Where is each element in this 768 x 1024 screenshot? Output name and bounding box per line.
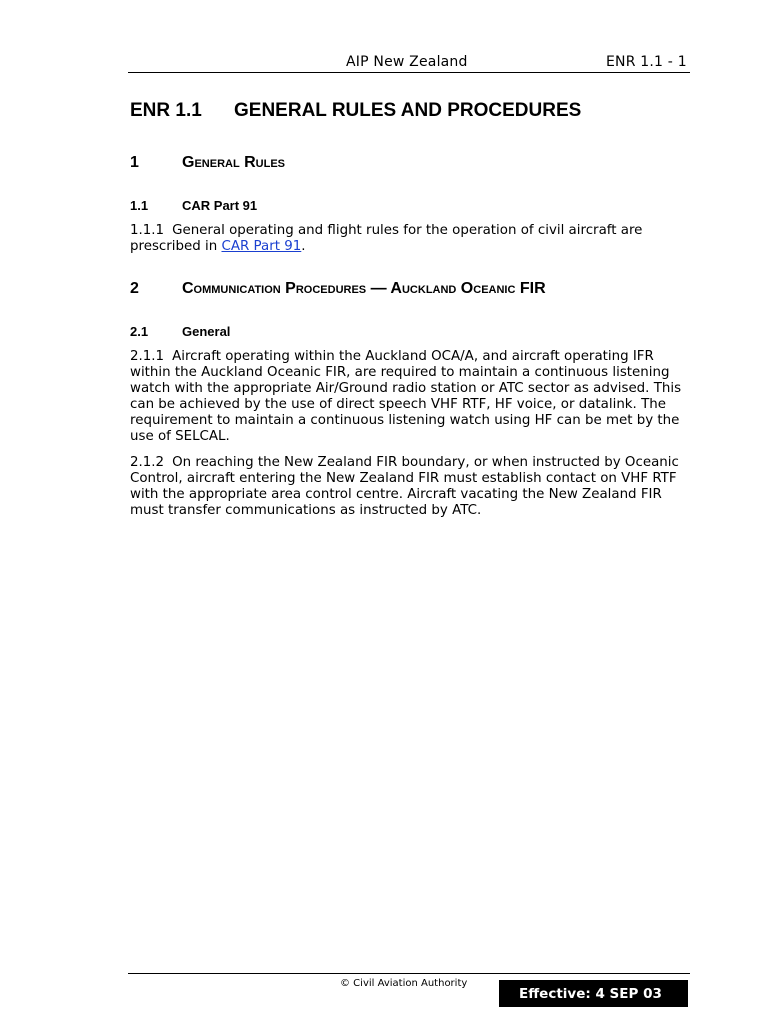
paragraph-2-1-2 xyxy=(130,455,690,519)
subsection-title: General xyxy=(182,324,231,339)
paragraph-number: 2.1.2 xyxy=(130,455,165,470)
footer-copyright: © Civil Aviation Authority xyxy=(340,978,468,989)
paragraph-text: General operating and flight rules for the operation of civil aircraft are prescribed in xyxy=(130,223,643,254)
paragraph-text: On reaching the New Zealand FIR boundary, or when instructed by Oceanic Control, aircraft entering the New Zealand FIR must establish contact on VHF RTF with the appropriate area control centre. Aircraft vacating the New Zealand FIR must transfer communications as instructed by ATC. xyxy=(130,455,679,518)
section-title: Communication Procedures — Auckland Oceanic FIR xyxy=(182,280,546,297)
page-title-text: GENERAL RULES AND PROCEDURES xyxy=(234,100,582,121)
section-title: General Rules xyxy=(182,154,286,171)
subsection-title: CAR Part 91 xyxy=(182,198,258,213)
effective-date-badge: Effective: 4 SEP 03 xyxy=(499,980,688,1007)
subsection-number: 1.1 xyxy=(130,198,149,213)
footer-divider xyxy=(128,973,690,974)
paragraph-2-1-1 xyxy=(130,349,690,445)
page-title-number: ENR 1.1 xyxy=(130,100,202,121)
section-number: 1 xyxy=(130,154,139,171)
paragraph-text-end: . xyxy=(301,239,306,254)
subsection-number: 2.1 xyxy=(130,324,149,339)
paragraph-number: 2.1.1 xyxy=(130,349,165,364)
paragraph-text: Aircraft operating within the Auckland OCA/A, and aircraft operating IFR within the Auckland Oceanic FIR, are required to maintain a continuous listening watch with the appropriate Air/Ground radio station or ATC sector as advised. This can be achieved by the use of direct speech VHF RTF, HF voice, or datalink. The requirement to maintain a continuous listening watch using HF can be met by the use of SELCAL. xyxy=(130,349,682,444)
header-publication: AIP New Zealand xyxy=(346,54,468,70)
header-page-ref: ENR 1.1 - 1 xyxy=(606,54,687,70)
paragraph-1-1-1 xyxy=(130,223,690,255)
paragraph-number: 1.1.1 xyxy=(130,223,165,238)
car-part-91-link[interactable]: CAR Part 91 xyxy=(221,239,302,254)
header-divider xyxy=(128,72,690,73)
section-number: 2 xyxy=(130,280,139,297)
